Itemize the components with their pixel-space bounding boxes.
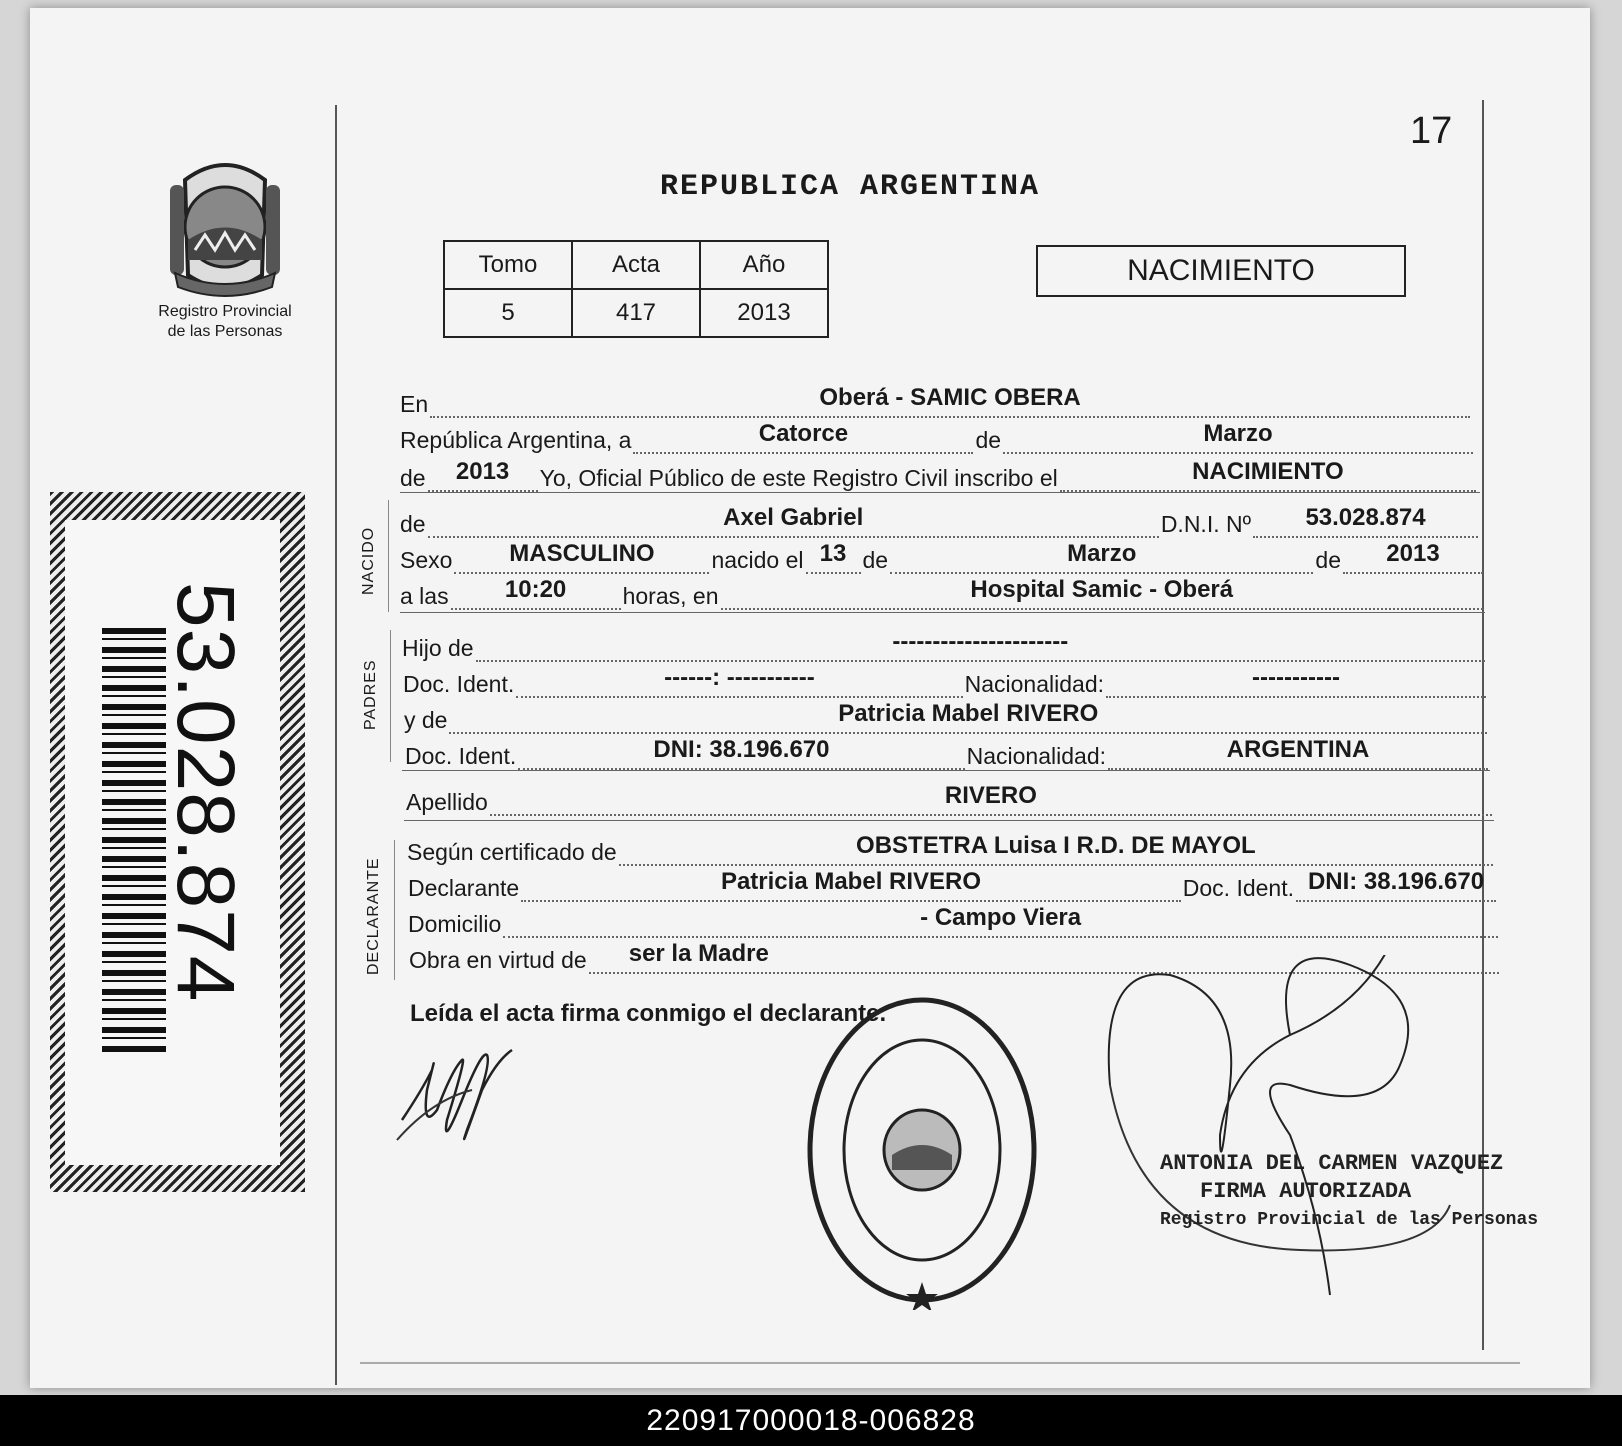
registration-value-tomo: 5 (444, 289, 572, 337)
registry-name-line2: de las Personas (167, 323, 283, 340)
registration-table (443, 240, 829, 338)
side-label-padres: PADRES (362, 659, 379, 730)
padres-section-line (390, 630, 391, 762)
row-father-doc (403, 662, 1488, 698)
divider-1 (400, 492, 1480, 493)
side-label-nacido: NACIDO (360, 526, 377, 595)
official-registry: Registro Provincial de las Personas (1160, 1210, 1539, 1230)
field-father-name: ---------------------- (892, 628, 1069, 655)
label-doc-ident-mother: Doc. Ident. (405, 743, 517, 769)
field-surname: RIVERO (944, 782, 1037, 809)
label-nacido-el: nacido el (711, 547, 804, 573)
label-nacionalidad-father: Nacionalidad: (964, 671, 1104, 697)
barcode-id-number: 53.028.874 (160, 582, 251, 1003)
label-de-name: de (400, 511, 426, 537)
row-place (400, 382, 1472, 418)
row-surname (406, 780, 1494, 816)
field-birth-day: 13 (819, 540, 847, 567)
left-margin-line (335, 105, 337, 1385)
row-declarant (408, 866, 1498, 902)
label-apellido: Apellido (406, 789, 488, 815)
label-a-las: a las (400, 583, 449, 609)
field-act-type: NACIMIENTO (1192, 458, 1344, 485)
official-stamp (1160, 1150, 1538, 1234)
field-birth-place: Hospital Samic - Oberá (970, 576, 1234, 603)
row-certificate (407, 830, 1495, 866)
page-number: 17 (1410, 110, 1453, 152)
field-certificate-by: OBSTETRA Luisa I R.D. DE MAYOL (856, 832, 1256, 859)
row-time-place (400, 574, 1485, 610)
label-doc-ident-father: Doc. Ident. (403, 671, 515, 697)
page-title: REPUBLICA ARGENTINA (660, 170, 1041, 204)
row-father (402, 626, 1487, 662)
field-address: - Campo Viera (920, 904, 1082, 931)
official-name: ANTONIA DEL CARMEN VAZQUEZ (1160, 1151, 1504, 1176)
declarant-signature-icon (392, 1030, 522, 1170)
closing-statement: Leída el acta firma conmigo el declarante. (410, 1000, 887, 1027)
official-role: FIRMA AUTORIZADA (1200, 1179, 1412, 1204)
field-dni: 53.028.874 (1305, 504, 1426, 531)
registration-header-ano: Año (700, 241, 828, 289)
field-declarant-doc: DNI: 38.196.670 (1307, 868, 1485, 895)
field-name: Axel Gabriel (723, 504, 864, 531)
divider-2 (400, 612, 1485, 613)
label-y-de: y de (404, 707, 448, 733)
label-hijo-de: Hijo de (402, 635, 474, 661)
row-address (408, 902, 1500, 938)
nacido-section-line (388, 500, 389, 612)
row-name-dni (400, 502, 1480, 538)
divider-4 (404, 820, 1494, 821)
registry-stamp-icon (800, 990, 1045, 1310)
field-sex: MASCULINO (509, 540, 655, 567)
label-obra-en-virtud: Obra en virtud de (409, 947, 587, 973)
field-day-text: Catorce (758, 420, 849, 447)
field-birth-month: Marzo (1067, 540, 1137, 567)
label-doc-ident-declarant: Doc. Ident. (1182, 875, 1294, 901)
field-year: 2013 (455, 458, 510, 485)
label-en: En (400, 391, 429, 417)
registry-name-line1: Registro Provincial (158, 303, 292, 320)
row-mother (404, 698, 1489, 734)
page-bottom-edge (360, 1362, 1520, 1364)
label-domicilio: Domicilio (408, 911, 502, 937)
label-segun-certificado: Según certificado de (407, 839, 617, 865)
field-place: Oberá - SAMIC OBERA (819, 384, 1081, 411)
row-mother-doc (405, 734, 1490, 770)
field-capacity: ser la Madre (628, 940, 769, 967)
registration-header-tomo: Tomo (444, 241, 572, 289)
row-sex-birthdate (400, 538, 1485, 574)
side-label-declarante: DECLARANTE (365, 857, 382, 975)
field-birth-year: 2013 (1386, 540, 1440, 567)
document-type-box: NACIMIENTO (1036, 245, 1406, 297)
label-de: de (975, 427, 1002, 453)
declarante-section-line (394, 840, 395, 980)
registration-value-acta: 417 (572, 289, 700, 337)
row-date (400, 418, 1475, 454)
label-de-birth-year: de (1315, 547, 1341, 573)
footer-code: 220917000018-006828 (0, 1395, 1622, 1446)
label-de-year: de (400, 465, 426, 491)
label-dni-no: D.N.I. Nº (1160, 511, 1251, 537)
registration-value-ano: 2013 (700, 289, 828, 337)
official-signature-icon (1100, 955, 1500, 1305)
label-republica: República Argentina, a (400, 427, 632, 453)
field-father-nationality: ----------- (1252, 664, 1340, 691)
label-yo-oficial: Yo, Oficial Público de este Registro Civil inscribo el (539, 465, 1058, 491)
label-horas-en: horas, en (622, 583, 719, 609)
field-month: Marzo (1203, 420, 1273, 447)
field-mother-doc: DNI: 38.196.670 (653, 736, 830, 763)
label-nacionalidad-mother: Nacionalidad: (966, 743, 1106, 769)
label-sexo: Sexo (400, 547, 453, 573)
row-year-act (400, 456, 1478, 492)
label-declarante: Declarante (408, 875, 520, 901)
field-mother-name: Patricia Mabel RIVERO (838, 700, 1099, 727)
field-birth-time: 10:20 (504, 576, 567, 603)
field-declarant: Patricia Mabel RIVERO (720, 868, 982, 895)
province-seal-icon (150, 155, 300, 300)
field-mother-nationality: ARGENTINA (1226, 736, 1370, 763)
field-father-doc: ------: ----------- (664, 664, 815, 691)
barcode-icon (102, 628, 166, 1053)
divider-3 (402, 770, 1490, 771)
registry-name (130, 302, 320, 342)
registration-header-acta: Acta (572, 241, 700, 289)
label-de-birth-month: de (862, 547, 889, 573)
